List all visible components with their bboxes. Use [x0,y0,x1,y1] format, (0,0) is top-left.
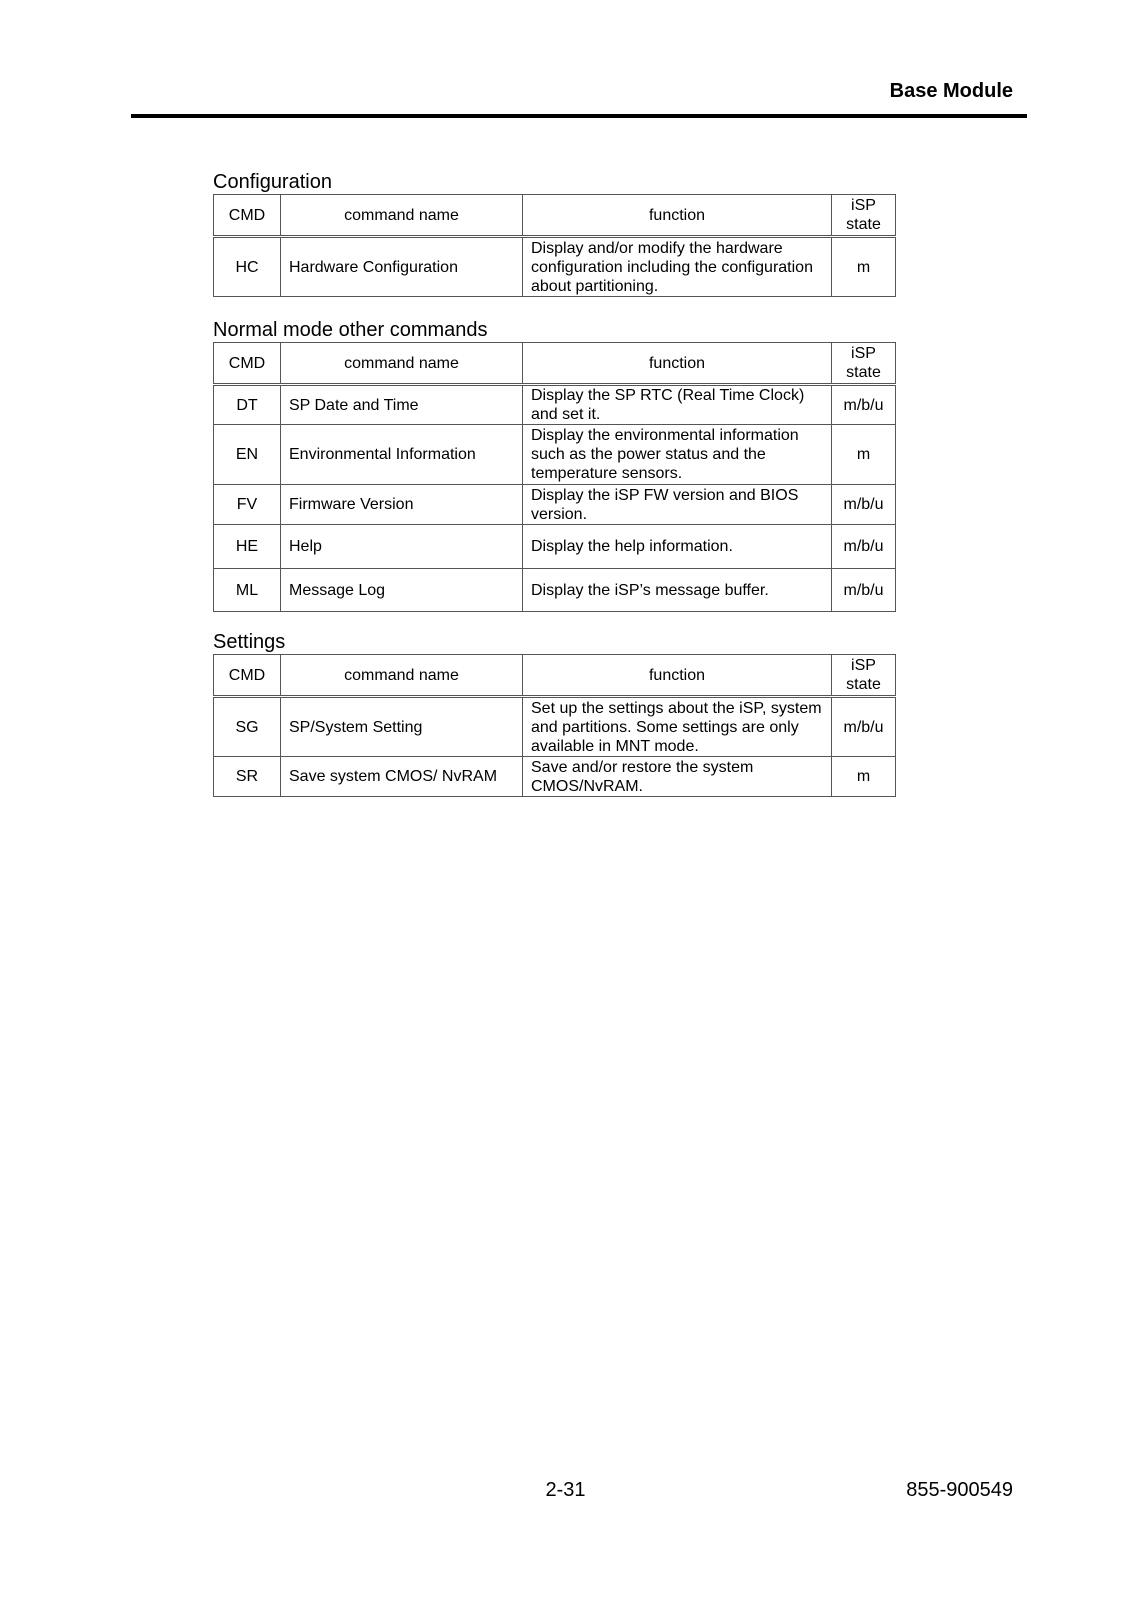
header-rule [131,114,1027,118]
cell-function: Display the iSP FW version and BIOS version. [523,485,832,525]
table-row [214,697,896,757]
table-row [214,237,896,297]
table-header-row [214,655,896,697]
normal-mode-table [213,342,896,612]
col-header-name: command name [281,343,523,385]
configuration-section [213,170,895,297]
normal-mode-section [213,318,895,612]
cell-state: m [832,757,896,797]
cell-name: Save system CMOS/ NvRAM [281,757,523,797]
cell-name: Help [281,525,523,569]
table-row [214,425,896,485]
table-row [214,525,896,569]
cell-state: m [832,425,896,485]
page-number: 2-31 [545,1479,586,1501]
cell-state: m/b/u [832,485,896,525]
cell-cmd: DT [214,385,281,425]
col-header-name: command name [281,195,523,237]
cell-function: Set up the settings about the iSP, system and partitions. Some settings are only available in MNT mode. [523,697,832,757]
cell-state: m/b/u [832,569,896,612]
cell-state: m/b/u [832,385,896,425]
cell-name: Hardware Configuration [281,237,523,297]
cell-cmd: EN [214,425,281,485]
section-title: Normal mode other commands [213,319,488,341]
col-header-cmd: CMD [214,343,281,385]
cell-name: Firmware Version [281,485,523,525]
col-header-function: function [523,195,832,237]
cell-state: m/b/u [832,697,896,757]
settings-section [213,630,895,797]
cell-cmd: HC [214,237,281,297]
col-header-state: iSP state [832,655,896,697]
cell-state: m/b/u [832,525,896,569]
cell-cmd: SR [214,757,281,797]
cell-cmd: HE [214,525,281,569]
settings-table [213,654,896,797]
section-title: Configuration [213,171,332,193]
configuration-table [213,194,896,297]
cell-cmd: ML [214,569,281,612]
cell-cmd: SG [214,697,281,757]
table-header-row [214,195,896,237]
cell-function: Display the iSP’s message buffer. [523,569,832,612]
cell-function: Display the help information. [523,525,832,569]
col-header-state: iSP state [832,343,896,385]
col-header-cmd: CMD [214,655,281,697]
cell-cmd: FV [214,485,281,525]
document-number: 855-900549 [906,1479,1013,1501]
table-row [214,385,896,425]
cell-state: m [832,237,896,297]
cell-function: Save and/or restore the system CMOS/NvRAM. [523,757,832,797]
col-header-state: iSP state [832,195,896,237]
col-header-function: function [523,343,832,385]
cell-name: Environmental Information [281,425,523,485]
cell-name: SP/System Setting [281,697,523,757]
table-row [214,569,896,612]
col-header-cmd: CMD [214,195,281,237]
table-row [214,485,896,525]
header-title: Base Module [889,80,1013,102]
cell-function: Display the environmental information such as the power status and the temperature sensors. [523,425,832,485]
table-row [214,757,896,797]
section-title: Settings [213,631,286,653]
col-header-function: function [523,655,832,697]
cell-name: SP Date and Time [281,385,523,425]
table-header-row [214,343,896,385]
col-header-name: command name [281,655,523,697]
cell-function: Display the SP RTC (Real Time Clock) and set it. [523,385,832,425]
cell-function: Display and/or modify the hardware configuration including the configuration about partitioning. [523,237,832,297]
cell-name: Message Log [281,569,523,612]
